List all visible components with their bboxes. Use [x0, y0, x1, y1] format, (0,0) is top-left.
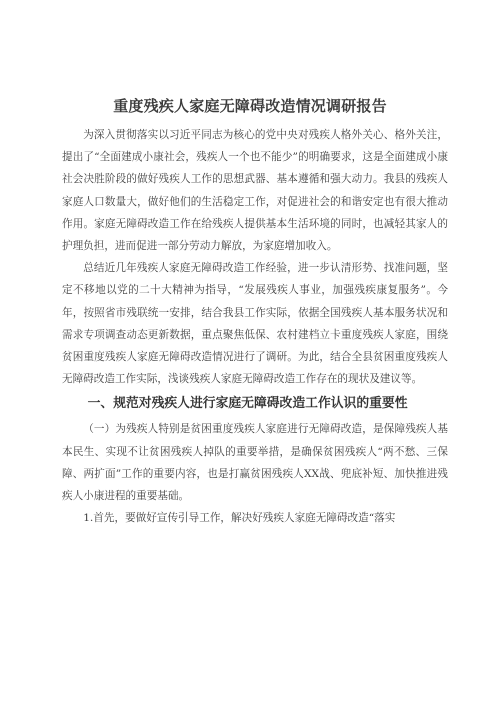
intro-paragraph: 为深入贯彻落实以习近平同志为核心的党中央对残疾人格外关心、格外关注，提出了“全面建成小康社会，残疾人一个也不能少”的明确要求，这是全面建成小康社会决胜阶段的做好残疾人工作的思想武器、基本遵循和强大动力。我县的残疾人家庭人口数量大，做好他们的生活稳定工作，对促进社会的和谐安定也有很大推动作用。家庭无障碍改造工作在给残疾人提供基本生活环境的同时，也减轻其家人的护理负担，进而促进一部分劳动力解放，为家庭增加收入。 [62, 129, 448, 253]
document-title: 重度残疾人家庭无障碍改造情况调研报告 [113, 97, 387, 115]
section-paragraph-1: （一）为残疾人特别是贫困重度残疾人家庭进行无障碍改造，是保障残疾人基本民生、实现不让贫困残疾人掉队的重要举措，是确保贫困残疾人“两不愁、三保障、两扩面”工作的重要内容，也是打赢贫困残疾人XX战、兜底补短、加快推进残疾人小康进程的重要基础。 [62, 423, 448, 503]
summary-paragraph: 总结近几年残疾人家庭无障碍改造工作经验，进一步认清形势、找准问题，坚定不移地以党的二十大精神为指导，“发展残疾人事业，加强残疾康复服务”。今年，按照省市残联统一安排，结合我县工作实际，依据全国残疾人基本服务状况和需求专项调查动态更新数据，重点聚焦低保、农村建档立卡重度残疾人家庭，围绕贫困重度残疾人家庭无障碍改造情况进行了调研。为此，结合全县贫困重度残疾人无障碍改造工作实际，浅谈残疾人家庭无障碍改造工作存在的现状及建议等。 [62, 262, 448, 386]
document-body [62, 124, 448, 529]
section-paragraph-2: 1.首先，要做好宣传引导工作，解决好残疾人家庭无障碍改造“落实 [83, 512, 396, 525]
section-heading: 一、规范对残疾人进行家庭无障碍改造工作认识的重要性 [87, 396, 408, 412]
